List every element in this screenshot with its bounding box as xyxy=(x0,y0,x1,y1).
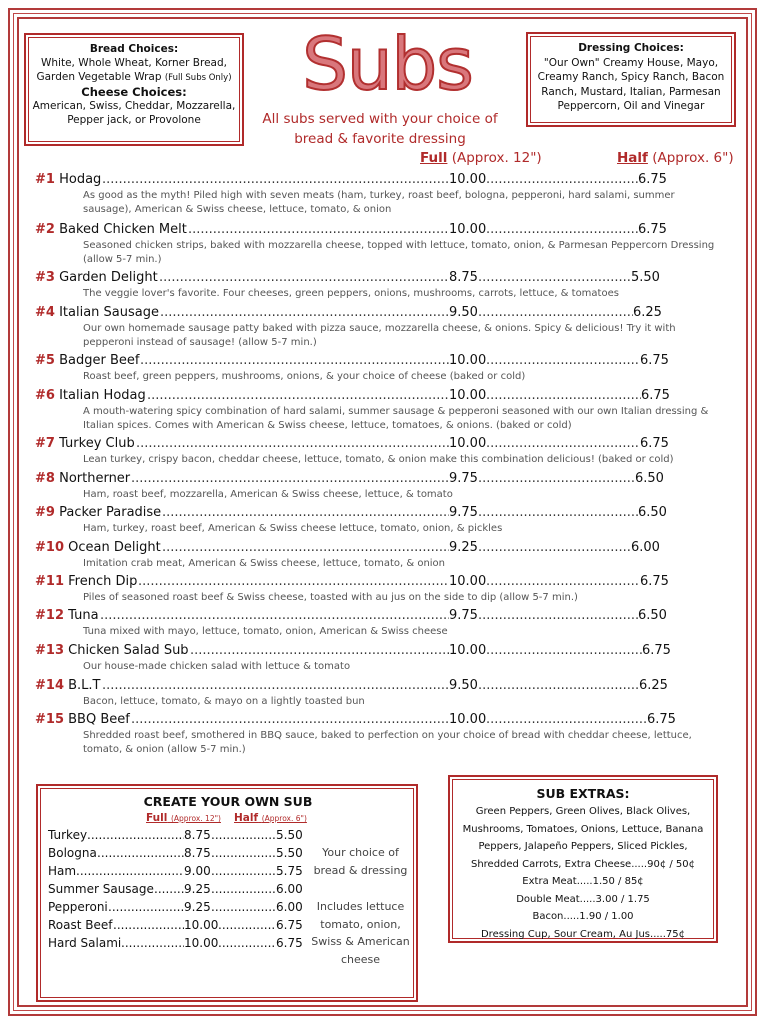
price-half: 6.75 xyxy=(641,388,670,403)
dot-leader xyxy=(147,387,449,405)
create-item-name: Hard Salami xyxy=(48,936,122,950)
dot-leader xyxy=(478,539,631,557)
menu-item-description: Seasoned chicken strips, baked with mozzarella cheese, topped with lettuce, tomato, onion, & Parmesan Peppercorn Dressing (allow 5-7 min.) xyxy=(83,240,715,265)
create-price-full: 10.00 xyxy=(184,936,219,950)
dot-leader xyxy=(218,934,276,952)
create-title: CREATE YOUR OWN SUB xyxy=(143,794,313,809)
cheese-line2: Pepper jack, or Provolone xyxy=(67,114,201,126)
extras-double-meat: Double Meat.....3.00 / 1.75 xyxy=(516,893,650,905)
menu-item-description: Shredded roast beef, smothered in BBQ sauce, baked to perfection on your choice of bread with cheddar cheese, lettuce, tomato, & onion (allow 5-7 min.) xyxy=(83,730,692,755)
dot-leader xyxy=(486,573,640,591)
bread-choices-box xyxy=(24,33,244,146)
menu-item-name: Italian Sausage xyxy=(59,305,159,320)
dot-leader xyxy=(160,304,449,322)
menu-item-name: B.L.T xyxy=(68,678,101,693)
create-item-name: Pepperoni xyxy=(48,900,108,914)
menu-item-description: Our own homemade sausage patty baked with pizza sauce, mozzarella cheese, & onions. Spicy & delicious! Try it with pepperoni instead of sausage! (allow 5-7 min.) xyxy=(83,323,676,348)
menu-item-number: #11 xyxy=(35,574,64,589)
create-price-full: 10.00 xyxy=(184,918,219,932)
menu-item-description: Piles of seasoned roast beef & Swiss cheese, toasted with au jus on the side to dip (allow 5-7 min.) xyxy=(83,592,578,603)
extras-bacon: Bacon.....1.90 / 1.00 xyxy=(532,911,634,922)
dot-leader xyxy=(108,898,184,916)
menu-item xyxy=(35,221,735,267)
dot-leader xyxy=(478,304,633,322)
create-item-name: Ham xyxy=(48,864,77,878)
create-price-full: 8.75 xyxy=(184,828,211,842)
menu-item xyxy=(35,711,735,757)
tagline: All subs served with your choice of bread & favorite dressing xyxy=(262,111,498,147)
price-full: 10.00 xyxy=(449,353,487,368)
menu-item-name: French Dip xyxy=(68,574,138,589)
dot-leader xyxy=(102,677,449,695)
price-half: 6.25 xyxy=(633,305,662,320)
create-item-name: Summer Sausage xyxy=(48,882,154,896)
create-row xyxy=(48,880,318,898)
menu-item-number: #15 xyxy=(35,712,64,727)
dot-leader xyxy=(87,826,184,844)
menu-item-name: Tuna xyxy=(68,608,99,623)
extras-extra-meat: Extra Meat.....1.50 / 85¢ xyxy=(522,876,644,887)
menu-item-name: Garden Delight xyxy=(59,270,158,285)
dot-leader xyxy=(190,642,449,660)
menu-item-title xyxy=(35,470,130,488)
menu-item-title xyxy=(35,171,101,189)
create-note-includes: Includes lettuce tomato, onion, Swiss & American cheese xyxy=(311,900,410,966)
menu-item xyxy=(35,352,735,384)
dot-leader xyxy=(478,470,635,488)
menu-item xyxy=(35,573,735,605)
price-half: 6.75 xyxy=(640,574,669,589)
cheese-line1: American, Swiss, Cheddar, Mozzarella, xyxy=(32,100,236,112)
menu-item-number: #9 xyxy=(35,505,55,520)
dot-leader xyxy=(486,711,647,729)
create-item-name: Turkey xyxy=(48,828,88,842)
create-row xyxy=(48,916,318,934)
menu-item-description: A mouth-watering spicy combination of hard salami, summer sausage & pepperoni seasoned with our own Italian dressing & Italian spices. Comes with American & Swiss cheese, lettuce, tomatoes, & onions. (baked or cold) xyxy=(83,406,709,431)
dot-leader xyxy=(478,607,638,625)
create-price-full: 9.25 xyxy=(184,882,211,896)
menu-item xyxy=(35,677,735,709)
price-full: 10.00 xyxy=(449,436,487,451)
dressing-heading: Dressing Choices: xyxy=(578,42,684,54)
menu-item-number: #2 xyxy=(35,222,55,237)
dressing-list: "Our Own" Creamy House, Mayo, Creamy Ranch, Spicy Ranch, Bacon Ranch, Mustard, Italian, Parmesan Peppercorn, Oil and Vinegar xyxy=(537,56,725,112)
dot-leader xyxy=(162,539,449,557)
dot-leader xyxy=(486,352,640,370)
price-half: 6.50 xyxy=(638,505,667,520)
extras-veggies: Green Peppers, Green Olives, Black Olives, Mushrooms, Tomatoes, Onions, Lettuce, Banana Peppers, Jalapeño Peppers, Sliced Pickles, Shredded Carrots, Extra Cheese.....90¢ / 50¢ xyxy=(462,806,704,870)
menu-item xyxy=(35,387,735,433)
price-full: 8.75 xyxy=(449,270,478,285)
menu-item xyxy=(35,470,735,502)
price-full: 9.75 xyxy=(449,608,478,623)
price-full: 10.00 xyxy=(449,222,487,237)
menu-item xyxy=(35,539,735,571)
create-item-name: Bologna xyxy=(48,846,97,860)
create-full-header: Full (Approx. 12") xyxy=(146,812,221,824)
dot-leader xyxy=(97,844,184,862)
menu-item-name: Ocean Delight xyxy=(68,540,161,555)
create-row xyxy=(48,862,318,880)
create-half-header: Half (Approx. 6") xyxy=(234,812,307,824)
create-price-half: 6.00 xyxy=(276,900,303,914)
dot-leader xyxy=(138,573,449,591)
dot-leader xyxy=(100,607,449,625)
menu-item-name: Hodag xyxy=(59,172,102,187)
dot-leader xyxy=(159,269,449,287)
dot-leader xyxy=(486,171,638,189)
dot-leader xyxy=(486,387,641,405)
create-row xyxy=(48,844,318,862)
menu-item xyxy=(35,642,735,674)
dot-leader xyxy=(154,880,184,898)
price-half: 6.50 xyxy=(635,471,664,486)
menu-item-name: Badger Beef xyxy=(59,353,140,368)
menu-item-title xyxy=(35,677,101,695)
price-full: 9.75 xyxy=(449,505,478,520)
menu-item-name: Turkey Club xyxy=(59,436,135,451)
create-price-half: 5.50 xyxy=(276,828,303,842)
menu-item-description: Tuna mixed with mayo, lettuce, tomato, onion, American & Swiss cheese xyxy=(83,626,448,637)
bread-line1: White, Whole Wheat, Korner Bread, xyxy=(41,57,227,69)
menu-item-description: Our house-made chicken salad with lettuce & tomato xyxy=(83,661,351,672)
create-price-full: 8.75 xyxy=(184,846,211,860)
price-half: 6.00 xyxy=(631,540,660,555)
price-half: 6.75 xyxy=(642,643,671,658)
menu-item-number: #5 xyxy=(35,353,55,368)
create-price-half: 6.75 xyxy=(276,936,303,950)
menu-item-number: #3 xyxy=(35,270,55,285)
price-full: 9.50 xyxy=(449,305,478,320)
half-column-header: Half (Approx. 6") xyxy=(617,150,734,166)
dot-leader xyxy=(162,504,449,522)
price-full: 9.50 xyxy=(449,678,478,693)
menu-item-title xyxy=(35,573,137,591)
create-row xyxy=(48,898,318,916)
menu-item-number: #10 xyxy=(35,540,64,555)
page-title: Subs xyxy=(302,22,473,106)
cheese-heading: Cheese Choices: xyxy=(81,85,187,99)
menu-item xyxy=(35,171,735,217)
price-half: 6.75 xyxy=(647,712,676,727)
menu-item-name: Chicken Salad Sub xyxy=(68,643,189,658)
create-row xyxy=(48,826,318,844)
menu-item xyxy=(35,504,735,536)
price-full: 10.00 xyxy=(449,574,487,589)
menu-item-name: Baked Chicken Melt xyxy=(59,222,187,237)
menu-item-title xyxy=(35,387,146,405)
menu-item-number: #7 xyxy=(35,436,55,451)
extras-dressing-cup: Dressing Cup, Sour Cream, Au Jus.....75¢ xyxy=(480,928,685,940)
full-column-header: Full (Approx. 12") xyxy=(420,150,542,166)
menu-item-number: #8 xyxy=(35,471,55,486)
dot-leader xyxy=(113,916,184,934)
price-half: 6.50 xyxy=(638,608,667,623)
dot-leader xyxy=(121,934,184,952)
dot-leader xyxy=(211,862,276,880)
price-full: 9.25 xyxy=(449,540,478,555)
menu-item-number: #12 xyxy=(35,608,64,623)
menu-item xyxy=(35,269,735,301)
menu-item xyxy=(35,435,735,467)
price-full: 10.00 xyxy=(449,643,487,658)
dot-leader xyxy=(486,435,640,453)
menu-item-name: BBQ Beef xyxy=(68,712,130,727)
price-half: 6.25 xyxy=(639,678,668,693)
create-note-bread: Your choice of bread & dressing xyxy=(313,846,408,877)
sub-extras-box xyxy=(448,775,718,943)
menu-item-description: As good as the myth! Piled high with seven meats (ham, turkey, roast beef, bologna, pepperoni, hard salami, summer sausage), American & Swiss cheese, lettuce, tomato, & onion xyxy=(83,190,675,215)
menu-item-title xyxy=(35,221,187,239)
menu-item-name: Italian Hodag xyxy=(59,388,146,403)
dot-leader xyxy=(211,826,276,844)
create-item-name: Roast Beef xyxy=(48,918,113,932)
create-price-half: 5.75 xyxy=(276,864,303,878)
dot-leader xyxy=(76,862,184,880)
menu-item-title xyxy=(35,435,135,453)
create-price-full: 9.00 xyxy=(184,864,211,878)
dot-leader xyxy=(131,711,449,729)
create-price-full: 9.25 xyxy=(184,900,211,914)
price-full: 10.00 xyxy=(449,172,487,187)
menu-item-number: #6 xyxy=(35,388,55,403)
dot-leader xyxy=(140,352,449,370)
menu-item-number: #14 xyxy=(35,678,64,693)
create-your-own-box xyxy=(36,784,418,1002)
dot-leader xyxy=(188,221,449,239)
menu-item-number: #1 xyxy=(35,172,55,187)
menu-item-title xyxy=(35,711,130,729)
dot-leader xyxy=(218,916,276,934)
menu-item-name: Northerner xyxy=(59,471,131,486)
create-price-half: 6.00 xyxy=(276,882,303,896)
dot-leader xyxy=(136,435,449,453)
menu-item-title xyxy=(35,504,161,522)
dot-leader xyxy=(211,898,276,916)
menu-item-name: Packer Paradise xyxy=(59,505,162,520)
price-full: 9.75 xyxy=(449,471,478,486)
dressing-choices-box xyxy=(526,32,736,127)
menu-item-description: Imitation crab meat, American & Swiss cheese, lettuce, tomato, & onion xyxy=(83,558,446,569)
menu-item-number: #13 xyxy=(35,643,64,658)
dot-leader xyxy=(486,642,642,660)
create-row xyxy=(48,934,318,952)
price-half: 6.75 xyxy=(638,172,667,187)
menu-item-title xyxy=(35,352,139,370)
menu-item-title xyxy=(35,269,158,287)
create-price-half: 5.50 xyxy=(276,846,303,860)
menu-item-description: Roast beef, green peppers, mushrooms, onions, & your choice of cheese (baked or cold) xyxy=(83,371,526,382)
dot-leader xyxy=(211,844,276,862)
menu-item-description: Bacon, lettuce, tomato, & mayo on a lightly toasted bun xyxy=(83,696,365,707)
menu-item-description: The veggie lover's favorite. Four cheeses, green peppers, onions, mushrooms, carrots, lettuce, & tomatoes xyxy=(83,288,619,299)
menu-item-description: Lean turkey, crispy bacon, cheddar cheese, lettuce, tomato, & onion make this combination delicious! (baked or cold) xyxy=(83,454,674,465)
price-half: 6.75 xyxy=(640,353,669,368)
price-half: 5.50 xyxy=(631,270,660,285)
menu-item xyxy=(35,607,735,639)
price-full: 10.00 xyxy=(449,388,487,403)
menu-item-title xyxy=(35,642,189,660)
menu-item-description: Ham, turkey, roast beef, American & Swiss cheese lettuce, tomato, onion, & pickles xyxy=(83,523,503,534)
create-price-half: 6.75 xyxy=(276,918,303,932)
extras-title: SUB EXTRAS: xyxy=(536,786,630,801)
dot-leader xyxy=(478,269,631,287)
dot-leader xyxy=(131,470,449,488)
price-half: 6.75 xyxy=(640,436,669,451)
dot-leader xyxy=(486,221,638,239)
menu-item-title xyxy=(35,304,159,322)
bread-heading: Bread Choices: xyxy=(89,43,179,55)
menu-item-title xyxy=(35,539,161,557)
dot-leader xyxy=(478,504,638,522)
dot-leader xyxy=(211,880,276,898)
price-full: 10.00 xyxy=(449,712,487,727)
menu-item-number: #4 xyxy=(35,305,55,320)
menu-item xyxy=(35,304,735,350)
price-half: 6.75 xyxy=(638,222,667,237)
bread-line2: Garden Vegetable Wrap (Full Subs Only) xyxy=(36,71,232,83)
menu-item-title xyxy=(35,607,99,625)
dot-leader xyxy=(478,677,639,695)
menu-item-description: Ham, roast beef, mozzarella, American & Swiss cheese, lettuce, & tomato xyxy=(83,489,453,500)
dot-leader xyxy=(102,171,449,189)
